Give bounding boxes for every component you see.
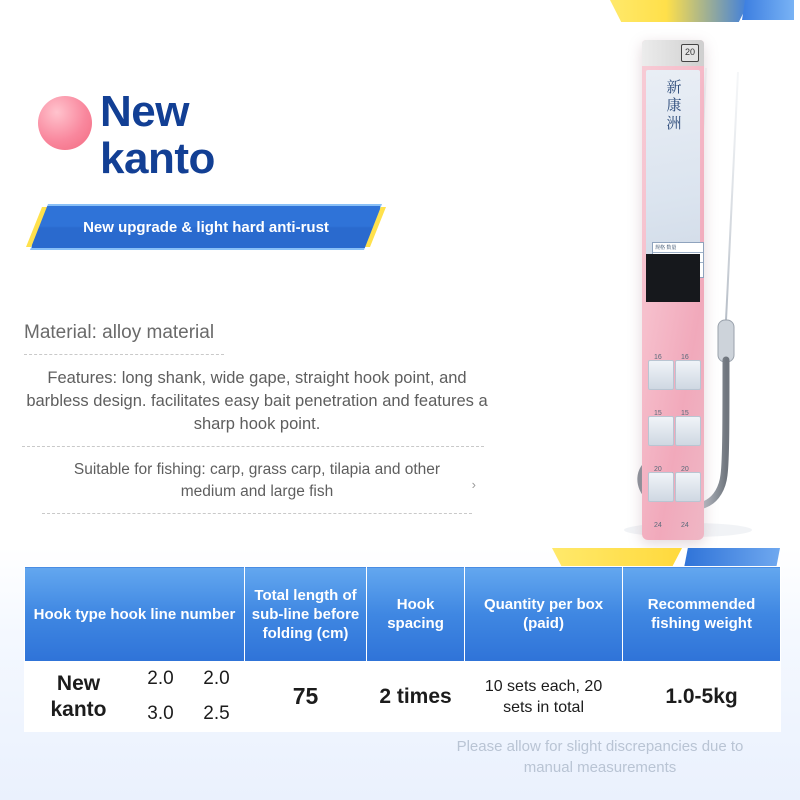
product-photo <box>470 18 800 548</box>
hook-cell <box>675 416 701 446</box>
page-title <box>100 88 418 182</box>
chevron-right-icon: › <box>471 477 476 492</box>
table-header-row <box>25 567 781 662</box>
description-block <box>22 322 492 526</box>
hook-cell-number: 20 <box>681 466 689 473</box>
pink-circle-decoration <box>38 96 92 150</box>
hook-cell-number: 20 <box>654 466 662 473</box>
hook-cell-number: 15 <box>654 410 662 417</box>
suitable-text: Suitable for fishing: carp, grass carp, tilapia and other medium and large fish <box>73 461 441 500</box>
package-brand-cn: 新康洲 <box>666 78 682 132</box>
hook-cell-number: 24 <box>681 522 689 529</box>
hook-cell-number: 24 <box>654 522 662 529</box>
hook-cell <box>675 360 701 390</box>
package-black-panel <box>646 254 700 302</box>
divider-1 <box>24 354 224 355</box>
headline-line-2: kanto <box>100 134 215 183</box>
headline-line-1: New <box>100 87 189 136</box>
table-header-hook-number: Hook type hook line number <box>25 567 245 662</box>
banner-label: New upgrade & light hard anti-rust <box>83 218 329 236</box>
cell-weight: 1.0-5kg <box>623 662 781 732</box>
cell-size-4: 2.5 <box>189 697 245 732</box>
cell-quantity: 10 sets each, 20 sets in total <box>465 662 623 732</box>
hook-cell <box>648 472 674 502</box>
cell-total-length: 75 <box>245 662 367 732</box>
table-ribbon-blue <box>684 548 780 568</box>
package-label <box>646 70 700 280</box>
hook-cell-number: 16 <box>681 354 689 361</box>
cell-size-2: 2.0 <box>189 662 245 697</box>
divider-2 <box>22 446 484 447</box>
cell-size-1: 2.0 <box>133 662 189 697</box>
package-spec-row-1: 规格 数量 <box>653 243 703 253</box>
hook-cell-number: 15 <box>681 410 689 417</box>
fishing-hook-illustration <box>610 68 800 538</box>
hook-cell <box>648 416 674 446</box>
hook-cell-number: 16 <box>654 354 662 361</box>
footer-note: Please allow for slight discrepancies due to manual measurements <box>456 738 744 776</box>
material-text: Material: alloy material <box>24 322 215 343</box>
hook-cell <box>648 360 674 390</box>
top-ribbon-blue <box>742 0 794 20</box>
table-header-weight: Recommended fishing weight <box>623 567 781 662</box>
table-row <box>25 662 781 697</box>
table-header-quantity: Quantity per box (paid) <box>465 567 623 662</box>
spec-table <box>24 566 781 732</box>
package-size-badge: 20 <box>681 44 699 62</box>
table-header-total-length: Total length of sub-line before folding (cm) <box>245 567 367 662</box>
hook-cell <box>675 472 701 502</box>
cell-size-3: 3.0 <box>133 697 189 732</box>
product-package <box>642 40 704 540</box>
cell-brand: New kanto <box>25 662 133 732</box>
table-ribbon-yellow <box>552 548 682 568</box>
cell-hook-spacing: 2 times <box>367 662 465 732</box>
divider-3 <box>42 513 472 514</box>
headline-block <box>38 88 418 182</box>
features-text: Features: long shank, wide gape, straight hook point, and barbless design. facilitates easy bait penetration and features a sharp hook point. <box>26 369 488 433</box>
table-header-hook-spacing: Hook spacing <box>367 567 465 662</box>
tagline-banner <box>30 204 382 250</box>
